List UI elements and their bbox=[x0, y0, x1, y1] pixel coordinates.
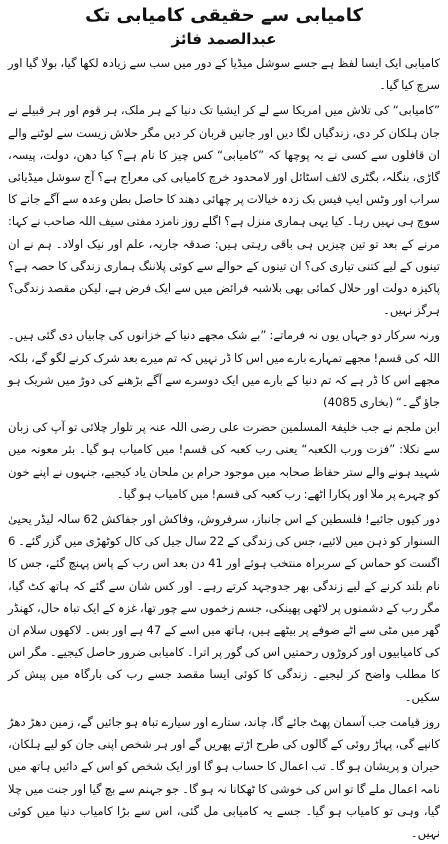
paragraph-sinwar: دور کیوں جائیے! فلسطین کے اس جانباز، سرفروش، وفاکش اور جفاکش 62 سالہ لیڈر یحییٰ السنوار کو ذہن میں لائیے، جس کی زندگی کے 22 سال جیل کی کال کوٹھڑی میں گزر گئے۔ 6 اگست کو حماس کے سربراہ منتخب ہوئے اور 41 دن بعد اس رب کے پاس پہنچ گئے، جس کا نام بلند کرنے کے لیے زندگی بھر جدوجہد کرتے رہے۔ اور کس شان سے گئے کہ ہاتھ کٹ گیا، مگر رب کے دشمنوں پر لاٹھی پھینکی، جسم زخموں سے چور تھا، غزہ کے ایک تباہ حال، کھنڈر گھر میں مٹی سے اٹے صوفے پر بیٹھے ہیں، ہاتھ میں اسے کے 47 ہے اور بس۔ لاکھوں سلام ان کی کامیابیوں اور کروڑوں رحمتیں اس کی گور پر اترا۔ کامیابی ضرور حاصل کیجیے۔ مگر اس کا مطلب واضح کر لیجیے۔ زندگی کا کوئی ایسا مقصد جسے رب کی بارگاہ میں پیش کر سکیں۔ bbox=[8, 512, 440, 704]
paragraph-judgement-day: روز قیامت جب آسمان پھٹ جائے گا، چاند، ستارے اور سیارے تباہ ہو جائیں گے، زمین دھڑ دھڑ کانپے گی، پہاڑ روئی کے گالوں کی طرح اڑتے پھریں گے اور ہر شخص اپنی جان کو لیے ہلکان، حیران و پریشان ہو گا۔ تب اعمال کا حساب ہو گا اور ایک شخص کو اس کے دائیں ہاتھ میں نامہ اعمال ملے گا تو اس کی خوشی کا ٹھکانا نہ ہو گا۔ جو جہنم سے بچ گیا اور جنت میں چلا گیا، وہی تو کامیاب ہو گیا۔ جسے یہ کامیابی مل گئی، اس سے بڑا کامیاب دنیا میں کوئی نہیں۔ bbox=[8, 714, 440, 840]
paragraph-hadith: ورنہ سرکار دو جہاں یوں نہ فرماتے: ”بے شک مجھے دنیا کے خزانوں کی چابیاں دی گئی ہیں۔ اللہ کی قسم! مجھے تمہارے بارے میں اس کا ڈر نہیں کہ تم میرے بعد شرک کرنے لگو گے، بلکہ مجھے اس کا ڈر ہے کہ تم دنیا کے بارے میں ایک دوسرے سے آگے بڑھنے کی دوڑ میں شریک ہو جاؤ گے۔“ (بخاری 4085) bbox=[8, 328, 440, 410]
article-title: کامیابی سے حقیقی کامیابی تک bbox=[85, 5, 363, 26]
paragraph-quest: ”کامیابی“ کی تلاش میں امریکا سے لے کر ایشیا تک دنیا کے ہر ملک، ہر قوم اور ہر قبیلے نے جان ہلکان کر دی، زندگیاں لگا دیں اور جانیں قربان کر دیں مگر حلاش زیست سے لوٹنے والے ان قافلوں سے کسی نے یہ پوچھا کہ ”کامیابی“ کس چیز کا نام ہے؟ کیا دھن، دولت، پیسہ، گاڑی، بنگلہ، بگٹری لائف اسٹائل اور لامحدود خرچ کامیابی کی معراج ہے؟ آج سوشل میڈیائی سراب اور وٹس ایپ فیس بک زدہ خیالات پر چھائی دھند کا حاصل بطن وعدہ سے آگے جانے کا سوچ ہی نہیں رہا۔ کیا یہی ہماری منزل ہے؟ اگلے روز نامزد مفتی سیف اللہ صاحب نے کہا: مرنے کے بعد تو تین چیزیں ہی باقی رہتی ہیں: صدقہ جاریہ، علم اور نیک اولاد۔ ہم نے ان تینوں کے لیے کتنی تیاری کی؟ ان تینوں کے حوالے سے کوئی پلاننگ ہماری زندگی کا حصہ ہے؟ پاکیزہ دولت اور حلال کمائی بھی بلاشبہ فرائض میں سے ایک فرض ہے، لیکن مقصد زندگی؟ ہرگز نہیں۔ bbox=[8, 103, 440, 318]
paragraph-intro: کامیابی ایک ایسا لفظ ہے جسے سوشل میڈیا کے دور میں سب سے زیادہ لکھا گیا، بولا گیا اور سرچ کیا گیا۔ bbox=[8, 56, 440, 93]
paragraph-companions: ابن ملجم نے جب خلیفۃ المسلمین حضرت علی رضی اللہ عنہ پر تلوار چلائی تو آپ کی زبان سے نکلا: ”فزت ورب الکعبہ“ یعنی رب کعبہ کی قسم! میں کامیاب ہو گیا۔ بئر معونہ میں شہید ہونے والے ستر حفاظ صحابہ میں موجود حرام بن ملحان یاد کیجیے، جنہوں نے اپنے خون کو چہرے پر ملا اور پکارا اٹھے: رب کعبہ کی قسم! میں کامیاب ہو گیا۔ bbox=[8, 420, 440, 501]
article-author: عبدالصمد فائز bbox=[171, 30, 277, 48]
article-body bbox=[8, 52, 440, 844]
